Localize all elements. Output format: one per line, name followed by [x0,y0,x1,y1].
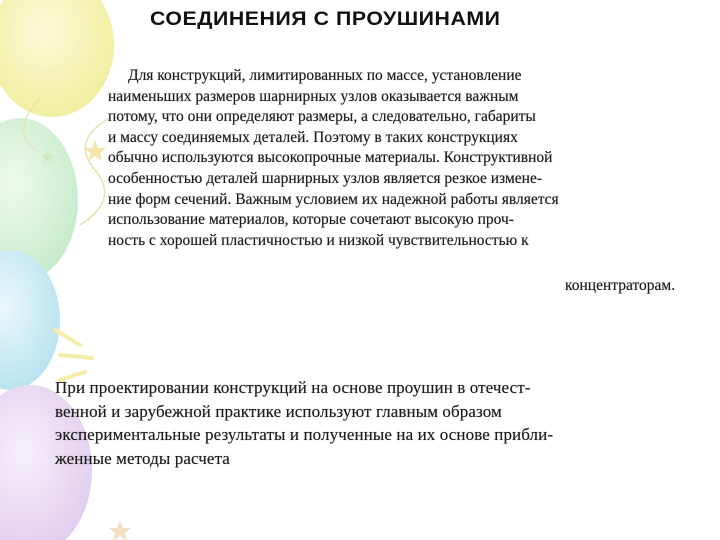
text-line: потому, что они определяют размеры, а следовательно, габариты [108,108,536,126]
star-icon [109,520,131,540]
paragraph-1 [108,66,559,251]
page-title: СОЕДИНЕНИЯ С ПРОУШИНАМИ [150,9,501,30]
balloon-yellow [0,0,114,117]
text-line: женные методы расчета [55,448,230,468]
text-line: обычно используются высокопрочные материалы. Конструктивной [108,149,553,167]
text-line: использование материалов, которые сочетают высокую проч- [108,211,514,229]
text-line: При проектировании конструкций на основе проушин в отечест- [55,378,531,397]
paragraph-1-tail: концентраторам. [565,277,676,294]
text-line: ность с хорошей пластичностью и низкой чувствительностью к [108,231,529,249]
text-line: экспериментальные результаты и полученные на их основе прибли- [55,425,554,444]
balloon-blue [0,250,60,390]
text-line: венной и зарубежной практике используют главным образом [55,401,502,421]
paragraph-2 [55,376,553,470]
text-line: Для конструкций, лимитированных по массе, установление [128,67,522,84]
text-line: и массу соединяемых деталей. Поэтому в таких конструкциях [108,128,518,146]
text-line: особенностью деталей шарнирных узлов является резкое измене- [108,169,542,187]
text-line: наименьших размеров шарнирных узлов оказывается важным [108,87,519,105]
text-line: ние форм сечений. Важным условием их надежной работы является [108,190,559,208]
sun-rays-decoration [55,330,92,380]
